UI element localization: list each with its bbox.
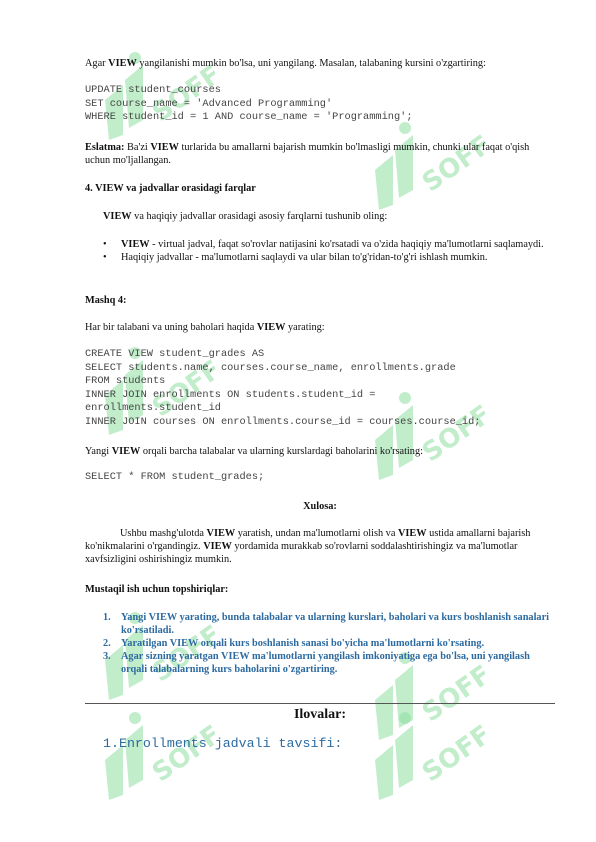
svg-text:SOFF: SOFF xyxy=(417,719,485,789)
list-item: • VIEW - virtual jadval, faqat so'rovlar natijasini ko'rsatadi va o'zida haqiqiy ma'lumotlarni saqlamaydi. xyxy=(103,239,544,250)
section-4-intro: VIEW va haqiqiy jadvallar orasidagi asosiy farqlarni tushunib oling: xyxy=(103,211,388,222)
tasks-list xyxy=(85,611,555,676)
svg-text:SOFF: SOFF xyxy=(417,659,485,729)
svg-text:SOFF: SOFF xyxy=(147,59,215,129)
appendix-item: 1.Enrollments jadvali tavsifi: xyxy=(103,736,343,751)
code-select: SELECT * FROM student_grades; xyxy=(85,471,265,483)
code-block-update xyxy=(85,84,555,125)
svg-text:SOFF: SOFF xyxy=(417,399,485,469)
conclusion-paragraph: Ushbu mashg'ulotda VIEW yaratish, undan ma'lumotlarni olish va VIEW ustida amallarni bajarish ko'nikmalarini o'rgandingiz. VIEW yordamida murakkab so'rovlarni soddalashtirishingiz va ma'lumotlar xavfsizligini oshirishingiz mumkin. xyxy=(85,528,531,565)
tasks-heading: Mustaqil ish uchun topshiriqlar: xyxy=(85,584,229,595)
svg-text:SOFF: SOFF xyxy=(147,354,215,424)
code-block-select xyxy=(85,471,555,485)
differences-list xyxy=(85,238,555,264)
appendix-heading: Ilovalar: xyxy=(293,707,347,722)
svg-text:SOFF: SOFF xyxy=(147,619,215,689)
intro-paragraph: Agar VIEW yangilanishi mumkin bo'lsa, uni yangilang. Masalan, talabaning kursini o'zgartiring: xyxy=(85,58,486,69)
svg-text:SOFF: SOFF xyxy=(417,129,485,199)
code-block-create-view xyxy=(85,348,555,430)
code-update: UPDATE student_courses SET course_name = 'Advanced Programming' WHERE student_id = 1 AND course_name = 'Programming'; xyxy=(85,84,413,124)
exercise-4-heading: Mashq 4: xyxy=(85,295,127,306)
code-create-view: CREATE VIEW student_grades AS SELECT students.name, courses.course_name, enrollments.grade FROM students INNER JOIN enrollments ON students.student_id = enrollments.student_id INNER JOIN courses ON enrollments.course_id = courses.course_id; xyxy=(85,348,481,428)
task-item: 2. Yaratilgan VIEW orqali kurs boshlanish sanasi bo'yicha ma'lumotlarni ko'rsating. xyxy=(103,638,485,649)
note-paragraph: Eslatma: Ba'zi VIEW turlarida bu amallarni bajarish mumkin bo'lmasligi mumkin, chunki ular faqat o'qish uchun mo'ljallangan. xyxy=(85,142,530,166)
conclusion-heading: Xulosa: xyxy=(303,501,337,512)
note-label: Eslatma: xyxy=(85,142,125,153)
query-text: Yangi VIEW orqali barcha talabalar va ularning kurslardagi baholarini ko'rsating: xyxy=(85,446,423,457)
section-4-heading: 4. VIEW va jadvallar orasidagi farqlar xyxy=(85,183,256,194)
task-item: 1. Yangi VIEW yarating, bunda talabalar va ularning kurslari, baholari va kurs boshlanish sanalari ko'rsatiladi. xyxy=(103,612,550,636)
svg-text:SOFF: SOFF xyxy=(147,719,215,789)
list-item: • Haqiqiy jadvallar - ma'lumotlarni saqlaydi va ular bilan to'g'ridan-to'g'ri ishlash mumkin. xyxy=(103,252,488,263)
horizontal-divider xyxy=(85,703,555,704)
task-item: 3. Agar sizning yaratgan VIEW ma'lumotlarni yangilash imkoniyatiga ega bo'lsa, uni yangilash orqali talabalarning kurs baholarini o'zgartiring. xyxy=(103,651,530,675)
exercise-4-text: Har bir talabani va uning baholari haqida VIEW yarating: xyxy=(85,322,325,333)
